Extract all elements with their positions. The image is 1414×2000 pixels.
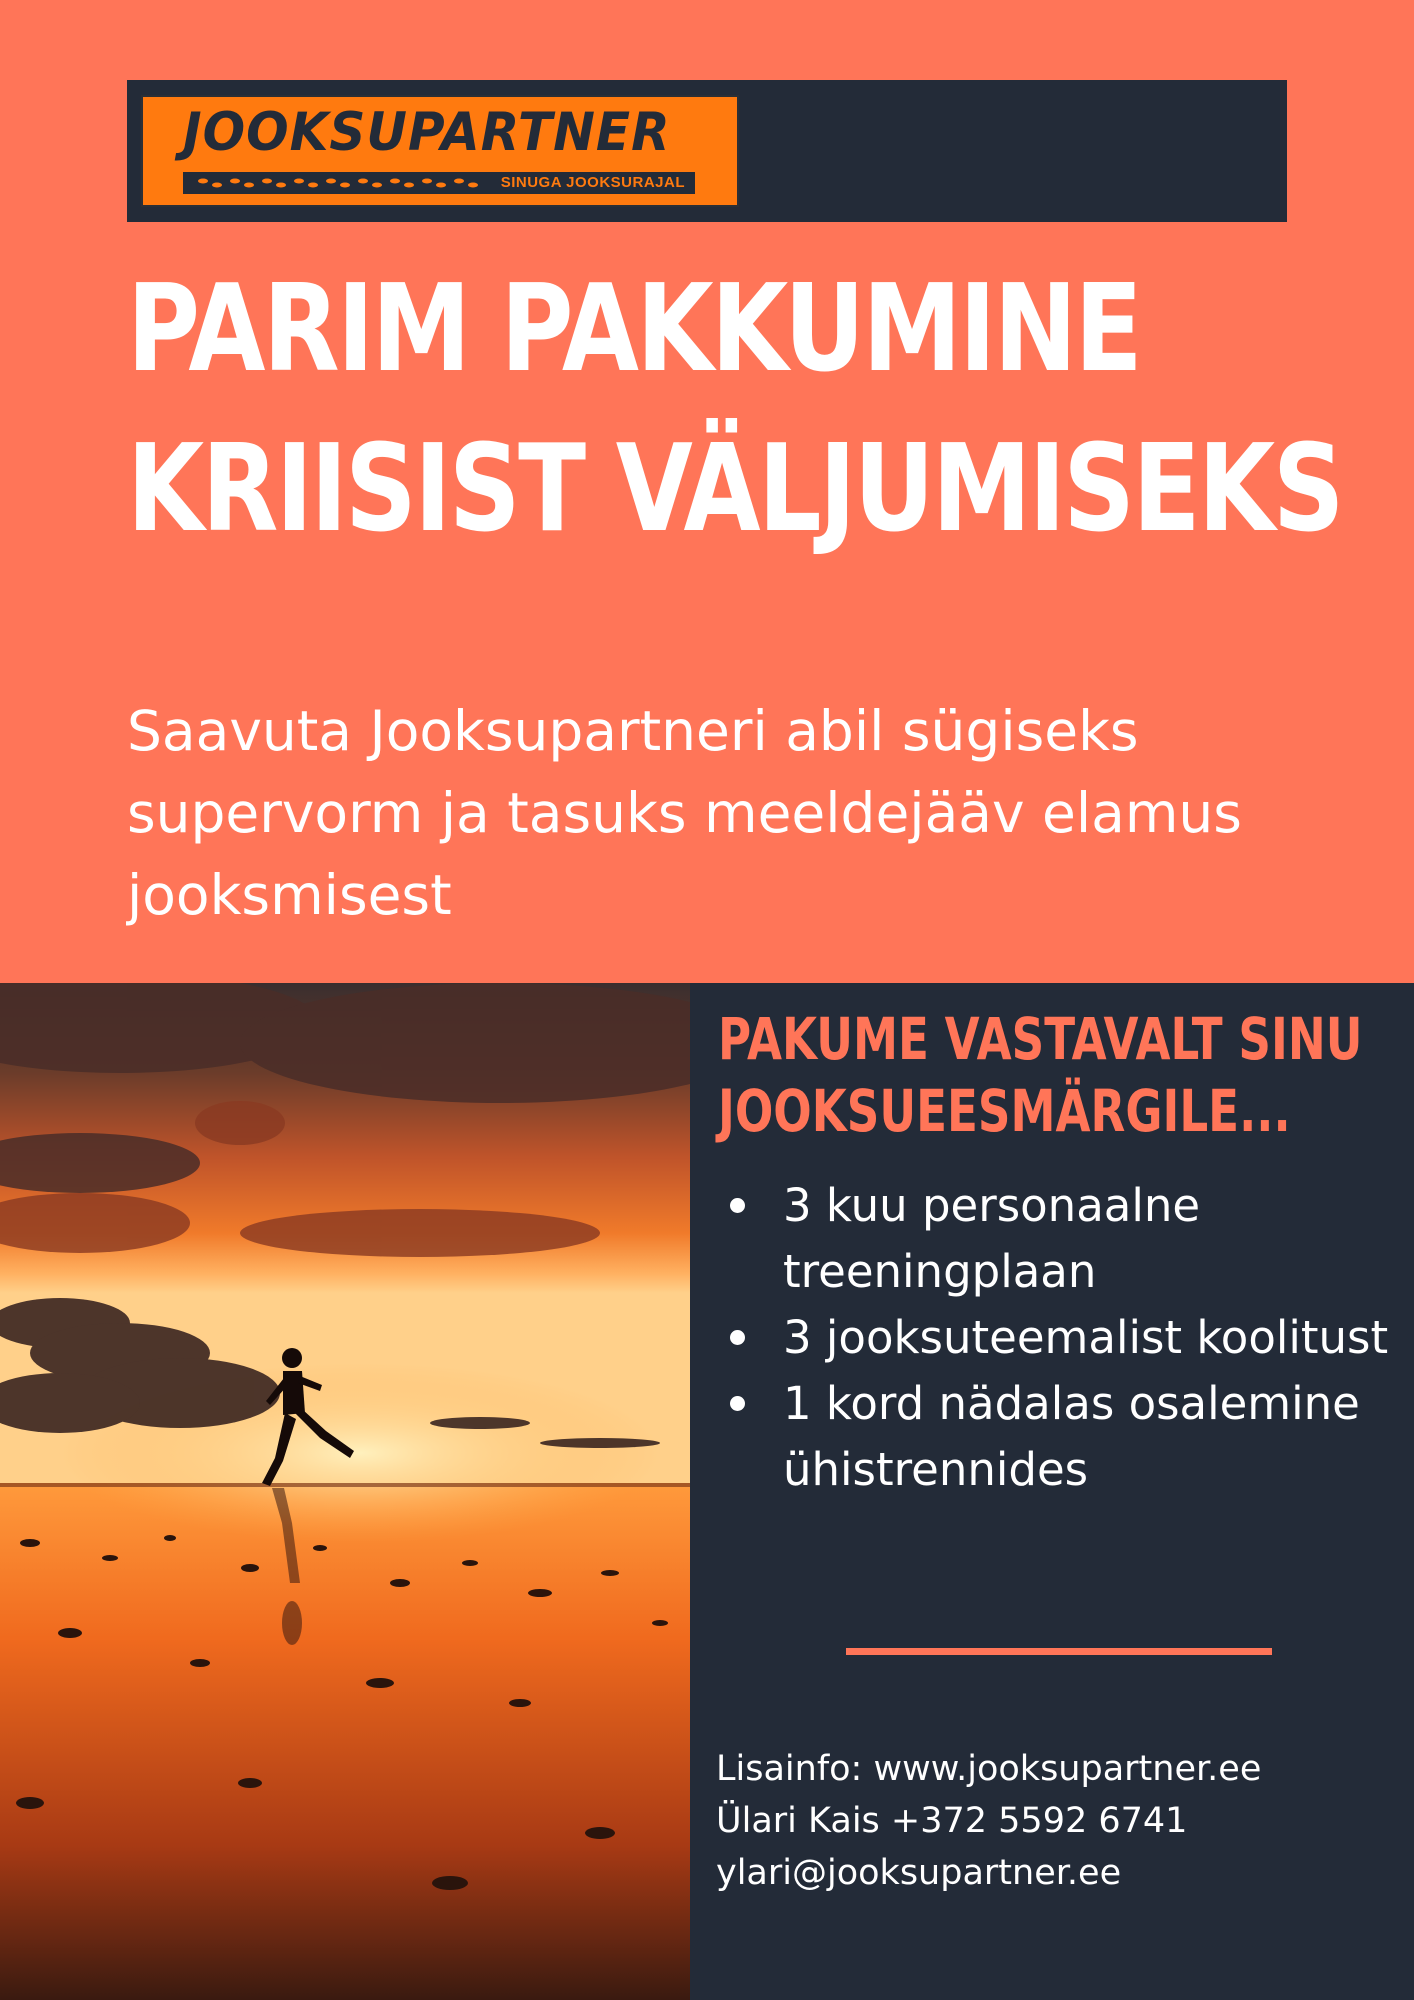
headline-line-1: PARIM PAKKUMINE	[127, 260, 1141, 399]
list-item	[718, 1371, 1398, 1503]
divider	[846, 1648, 1272, 1655]
logo	[141, 95, 739, 207]
offer-list	[718, 1173, 1398, 1503]
bullet-icon	[730, 1198, 745, 1213]
contact-info	[716, 1743, 1396, 1899]
page-title	[127, 250, 1343, 570]
list-item	[718, 1173, 1398, 1305]
intro-text: Saavuta Jooksupartneri abil sügiseks supervorm ja tasuks meeldejääv elamus jooksmisest	[127, 699, 1242, 927]
footprints-icon	[195, 177, 495, 189]
list-item-text: 3 jooksuteemalist koolitust	[783, 1311, 1389, 1364]
logo-band	[127, 80, 1287, 222]
logo-tagline: SINUGA JOOKSURAJAL	[500, 174, 685, 191]
offer-heading	[718, 1003, 1363, 1147]
contact-phone[interactable]: Ülari Kais +372 5592 6741	[716, 1801, 1188, 1841]
list-item	[718, 1305, 1398, 1371]
list-item-text: 3 kuu personaalne treeningplaan	[783, 1179, 1201, 1298]
headline-line-2: KRIISIST VÄLJUMISEKS	[127, 420, 1343, 559]
offer-heading-line-1: PAKUME VASTAVALT SINU	[718, 1005, 1363, 1073]
logo-tagline-strip	[183, 172, 695, 194]
offer-heading-line-2: JOOKSUEESMÄRGILE...	[718, 1077, 1291, 1145]
bullet-icon	[730, 1330, 745, 1345]
contact-website[interactable]: Lisainfo: www.jooksupartner.ee	[716, 1749, 1262, 1789]
list-item-text: 1 kord nädalas osalemine ühistrennides	[783, 1377, 1360, 1496]
offer-panel	[690, 983, 1414, 2000]
logo-wordmark: JOOKSUPARTNER	[183, 101, 671, 163]
contact-email[interactable]: ylari@jooksupartner.ee	[716, 1853, 1122, 1893]
runner-sunset-photo	[0, 983, 690, 2000]
bullet-icon	[730, 1396, 745, 1411]
